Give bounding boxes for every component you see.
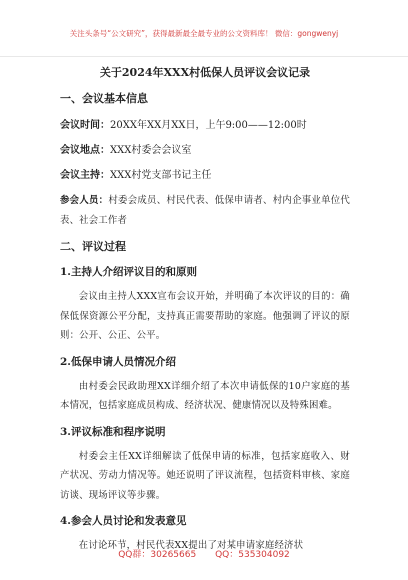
- item-4-title: 4.参会人员讨论和发表意见: [60, 515, 187, 527]
- footer-qq: QQ：535304092: [215, 550, 290, 560]
- meeting-place-label: 会议地点：: [60, 145, 110, 156]
- meeting-place-value: XXX村委会会议室: [110, 145, 192, 156]
- item-2-text: 由村委会民政助理XX详细介绍了本次申请低保的10户家庭的基本情况，包括家庭成员构成、经济状况、健康情况以及特殊困难。: [60, 380, 350, 411]
- document-body: [60, 62, 350, 564]
- meeting-host-line: [60, 166, 350, 181]
- item-3-text: 村委会主任XX详细解读了低保申请的标准，包括家庭收入、财产状况、劳动力情况等。她还说明了评议流程，包括资料审核、家庭访谈、现场评议等步骤。: [60, 450, 350, 501]
- attendees-label: 参会人员：: [60, 195, 109, 206]
- attendees-line: [60, 191, 350, 230]
- item-2-title: 2.低保申请人员情况介绍: [60, 355, 176, 368]
- meeting-host-value: XXX村党支部书记主任: [110, 170, 212, 181]
- meeting-time-line: [60, 116, 350, 131]
- document-title: 关于2024年XXX村低保人员评议会议记录: [99, 66, 311, 79]
- item-1-title: 1.主持人介绍评议目的和原则: [60, 266, 197, 278]
- page-footer: [0, 547, 408, 560]
- section-heading-process: 二、评议过程: [60, 240, 126, 253]
- top-banner: 关注头条号“公文研究”，获得最新最全最专业的公文资料库！ 微信：gongwenyj: [69, 29, 339, 38]
- item-3-title: 3.评议标准和程序说明: [60, 425, 166, 438]
- item-4-text: 在讨论环节，村民代表XX提出了对某申请家庭经济状: [78, 540, 304, 551]
- meeting-place-line: [60, 141, 350, 156]
- attendees-value: 村委会成员、村民代表、低保申请者、村内企事业单位代表、社会工作者: [60, 195, 350, 226]
- meeting-time-value: 20XX年XX月XX日，上午9:00——12:00时: [110, 120, 307, 131]
- section-heading-basic-info: 一、会议基本信息: [60, 92, 148, 105]
- page-header: [0, 0, 408, 57]
- item-1-text: 会议由主持人XXX宣布会议开始，并明确了本次评议的目的：确保低保资源公平分配，支持真正需要帮助的家庭。他强调了评议的原则：公开、公正、公平。: [60, 291, 350, 341]
- meeting-time-label: 会议时间：: [60, 120, 110, 131]
- meeting-host-label: 会议主持：: [60, 170, 110, 181]
- footer-qq-group: QQ群：30265665: [118, 550, 197, 560]
